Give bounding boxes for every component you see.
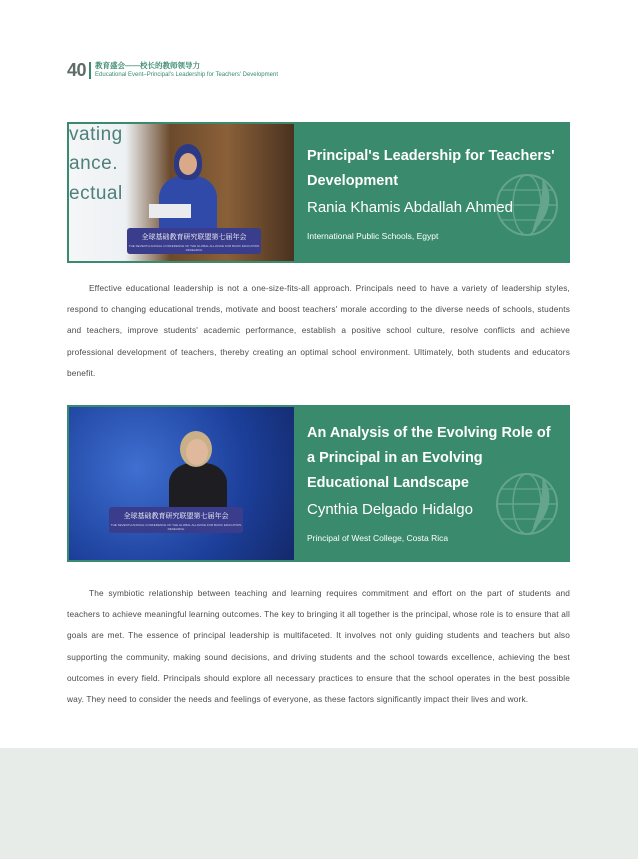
page-number: 40 <box>67 59 87 80</box>
page-bottom-band <box>0 748 638 859</box>
header-title-cn: 教育盛会——校长的教师领导力 <box>95 61 201 71</box>
podium-banner <box>127 228 261 254</box>
podium-banner <box>109 507 243 533</box>
speaker-name: Cynthia Delgado Hidalgo <box>307 501 473 518</box>
globe-leaf-emblem-icon <box>492 170 562 240</box>
speaker-card-1 <box>67 122 570 263</box>
speaker-affiliation: Principal of West College, Costa Rica <box>307 533 449 543</box>
talk-title: Principal's Leadership for Teachers' Development <box>307 148 555 189</box>
speaker-name: Rania Khamis Abdallah Ahmed <box>307 199 513 216</box>
header-title-en: Educational Event–Principal's Leadership for Teachers' Development <box>95 71 278 78</box>
header-divider <box>89 62 91 79</box>
backdrop-text: ectual <box>69 183 123 204</box>
speaker-photo-1 <box>69 124 294 261</box>
speaker-figure-body <box>169 463 227 513</box>
body-paragraph-1: Effective educational leadership is not a one-size-fits-all approach. Principals need to have a variety of leadership styles, respond to changing educational trends, motivate and boost teachers' morale according to the diverse needs of schools, students and teachers, improve students' academic performance, establish a positive school culture, resolve conflicts and achieve professional development of teachers, thereby creating an optimal school environment. Ultimately, both students and educators benefit. <box>67 283 570 378</box>
speaker-card-2 <box>67 405 570 562</box>
talk-title: An Analysis of the Evolving Role of a Principal in an Evolving Educational Landscape <box>307 425 551 491</box>
podium-text: 全球基础教育研究联盟第七届年会 <box>123 513 229 520</box>
laptop <box>149 204 191 218</box>
speaker-figure-face <box>179 153 197 175</box>
speaker-affiliation: International Public Schools, Egypt <box>307 231 439 241</box>
header-titles <box>95 62 278 78</box>
running-header <box>67 60 278 80</box>
podium-subtext: THE SEVENTH ANNUAL CONFERENCE OF THE GLOBAL ALLIANCE FOR BASIC EDUCATION RESEARCH <box>110 523 242 531</box>
body-paragraph-2: The symbiotic relationship between teaching and learning requires commitment and effort on the part of students and teachers to achieve meaningful learning outcomes. The key to bringing it all together is the principal, whose role is to ensure that all goals are met. The essence of principal leadership is multifaceted. It involves not only guiding students and teachers but also supporting the community, making sound decisions, and driving students and the school towards excellence, achieving the best outcomes in every field. Principals should explore all necessary practices to ensure that the school operates in the best possible way. They need to consider the needs and feelings of everyone, as these factors significantly impact their lives and work. <box>67 588 570 705</box>
globe-leaf-emblem-icon <box>492 469 562 539</box>
speaker-figure-face <box>186 439 208 465</box>
backdrop-text: ance. <box>69 153 118 174</box>
podium-text: 全球基础教育研究联盟第七届年会 <box>141 234 247 241</box>
speaker-photo-2 <box>69 407 294 560</box>
backdrop-text: vating <box>69 124 123 145</box>
podium-subtext: THE SEVENTH ANNUAL CONFERENCE OF THE GLOBAL ALLIANCE FOR BASIC EDUCATION RESEARCH <box>128 244 260 252</box>
